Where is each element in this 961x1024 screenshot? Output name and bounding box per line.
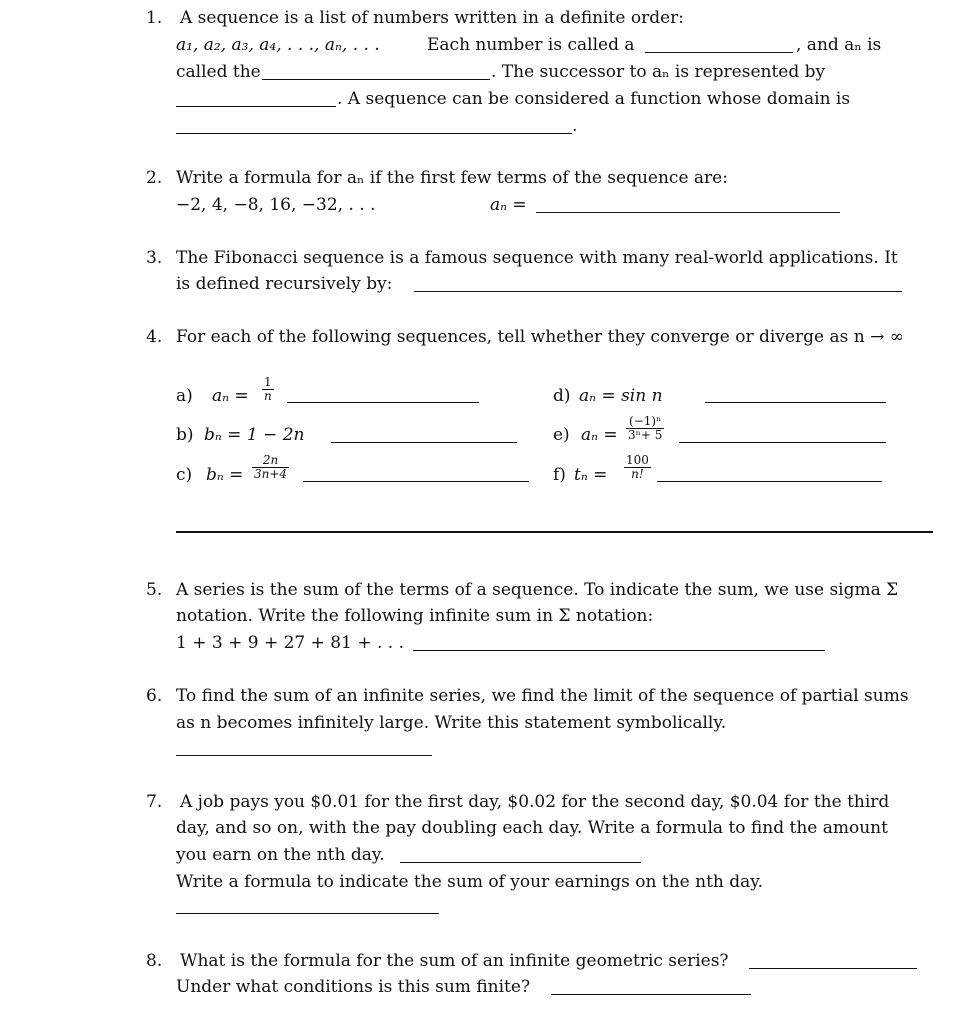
q4-c-denominator: 3n+4 bbox=[254, 467, 288, 481]
q4-c-fraction bbox=[252, 454, 289, 481]
q6-line-1: To find the sum of an infinite series, we find the limit of the sequence of partial sums bbox=[176, 686, 909, 706]
q7-line-2: day, and so on, with the pay doubling each day. Write a formula to find the amount bbox=[176, 818, 888, 838]
q4-f-lhs: tₙ = bbox=[574, 465, 608, 485]
q4-c-lhs: bₙ = bbox=[206, 465, 244, 485]
q2-line-1: Write a formula for aₙ if the first few terms of the sequence are: bbox=[176, 168, 728, 188]
q1-blank-successor[interactable] bbox=[176, 106, 336, 107]
q4-e-denominator: 3ⁿ+ 5 bbox=[628, 428, 663, 442]
q4-f-blank[interactable] bbox=[657, 481, 882, 482]
q4-e-lhs: aₙ = bbox=[581, 425, 618, 445]
q7-number: 7. bbox=[146, 792, 163, 812]
q4-b-blank[interactable] bbox=[331, 442, 517, 443]
q4-e-fraction bbox=[626, 415, 664, 442]
q4-c-blank[interactable] bbox=[303, 481, 529, 482]
q4-d-expr: aₙ = sin n bbox=[579, 386, 663, 406]
q1-blank-nth-term[interactable] bbox=[262, 79, 490, 80]
q4-c-label: c) bbox=[176, 465, 193, 485]
q5-line-3: 1 + 3 + 9 + 27 + 81 + . . . bbox=[176, 633, 404, 653]
q4-a-label: a) bbox=[176, 386, 193, 406]
q7-blank-sum[interactable] bbox=[176, 913, 439, 914]
q1-blank-domain[interactable] bbox=[176, 133, 572, 134]
q1-text-d: . The successor to aₙ is represented by bbox=[491, 62, 826, 82]
q3-number: 3. bbox=[146, 248, 163, 268]
q4-f-denominator: n! bbox=[624, 467, 651, 481]
q4-a-numerator: 1 bbox=[264, 375, 272, 389]
q4-d-label: d) bbox=[553, 386, 571, 406]
q4-e-label: e) bbox=[553, 425, 570, 445]
q5-line-2: notation. Write the following infinite sum in Σ notation: bbox=[176, 606, 654, 626]
q8-number: 8. bbox=[146, 951, 163, 971]
q2-an-equals: aₙ = bbox=[490, 195, 527, 215]
q6-line-2: as n becomes infinitely large. Write this statement symbolically. bbox=[176, 713, 727, 733]
q4-line-1: For each of the following sequences, tell whether they converge or diverge as n → ∞ bbox=[176, 327, 904, 347]
q7-line-1: A job pays you $0.01 for the first day, $0.02 for the second day, $0.04 for the third bbox=[180, 792, 890, 812]
q4-b-expr: bₙ = 1 − 2n bbox=[204, 425, 305, 445]
q8-line-1: What is the formula for the sum of an infinite geometric series? bbox=[180, 951, 729, 971]
q1-text-b: , and aₙ is bbox=[796, 35, 882, 55]
q1-number: 1. bbox=[146, 8, 163, 28]
q7-blank-nth-day[interactable] bbox=[400, 862, 641, 863]
section-divider bbox=[176, 531, 933, 533]
q5-blank-sigma[interactable] bbox=[413, 650, 825, 651]
q4-a-denominator: n bbox=[264, 389, 272, 403]
q4-f-label: f) bbox=[553, 465, 566, 485]
q2-number: 2. bbox=[146, 168, 163, 188]
q6-number: 6. bbox=[146, 686, 163, 706]
q3-line-2: is defined recursively by: bbox=[176, 274, 393, 294]
q8-line-2: Under what conditions is this sum finite? bbox=[176, 977, 531, 997]
q1-blank-term[interactable] bbox=[645, 52, 793, 53]
q4-d-blank[interactable] bbox=[705, 402, 886, 403]
q4-a-fraction bbox=[262, 376, 274, 403]
q1-text-c: called the bbox=[176, 62, 261, 82]
q8-blank-conditions[interactable] bbox=[551, 994, 751, 995]
q1-line-1: A sequence is a list of numbers written in a definite order: bbox=[180, 8, 685, 28]
q1-text-e: . A sequence can be considered a function whose domain is bbox=[337, 89, 851, 109]
q3-blank-recursive[interactable] bbox=[414, 291, 902, 292]
q6-blank-symbolic[interactable] bbox=[176, 755, 432, 756]
q4-a-lhs: aₙ = bbox=[212, 386, 249, 406]
q5-line-1: A series is the sum of the terms of a sequence. To indicate the sum, we use sigma Σ bbox=[176, 580, 899, 600]
q1-sequence: a₁, a₂, a₃, a₄, . . ., aₙ, . . . bbox=[176, 35, 380, 55]
q1-text-f: . bbox=[572, 116, 578, 136]
q4-e-blank[interactable] bbox=[679, 442, 886, 443]
q7-line-3: you earn on the nth day. bbox=[176, 845, 385, 865]
q8-blank-formula[interactable] bbox=[749, 968, 917, 969]
q4-e-numerator: (−1)ⁿ bbox=[629, 414, 662, 428]
q3-line-1: The Fibonacci sequence is a famous sequence with many real-world applications. It bbox=[176, 248, 898, 268]
q4-c-numerator: 2n bbox=[262, 453, 279, 467]
q4-a-blank[interactable] bbox=[287, 402, 479, 403]
q4-f-numerator: 100 bbox=[626, 453, 649, 467]
q7-line-4: Write a formula to indicate the sum of your earnings on the nth day. bbox=[176, 872, 764, 892]
q2-terms: −2, 4, −8, 16, −32, . . . bbox=[176, 195, 376, 215]
q2-blank-formula[interactable] bbox=[536, 212, 840, 213]
q4-b-label: b) bbox=[176, 425, 194, 445]
q4-f-fraction bbox=[624, 454, 651, 481]
q4-number: 4. bbox=[146, 327, 163, 347]
q5-number: 5. bbox=[146, 580, 163, 600]
q1-text-a: Each number is called a bbox=[427, 35, 635, 55]
